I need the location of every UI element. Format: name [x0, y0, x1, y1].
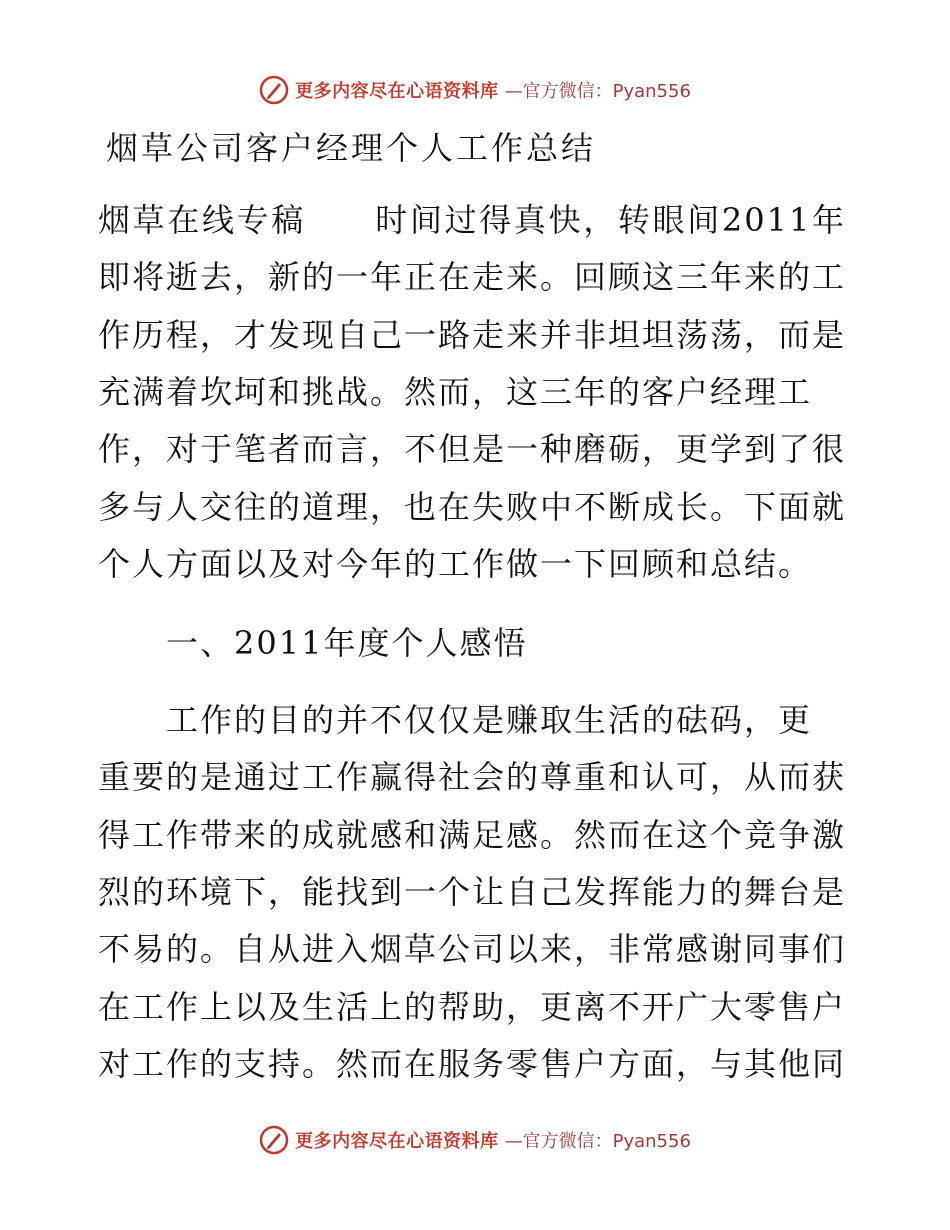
body-line: 对工作的支持。然而在服务零售户方面，与其他同 [98, 1045, 847, 1083]
body-line: 即将逝去，新的一年正在走来。回顾这三年来的工 [98, 258, 847, 296]
watermark-banner-top [0, 70, 950, 110]
body-line: 得工作带来的成就感和满足感。然而在这个竞争激 [98, 816, 847, 854]
watermark-promo-text: 更多内容尽在心语资料库 [295, 1131, 499, 1152]
quill-logo-icon [259, 75, 289, 105]
section-heading: 一、2011年度个人感悟 [98, 624, 528, 662]
body-line: 工作的目的并不仅仅是赚取生活的砝码，更 [98, 701, 813, 739]
watermark-promo-text: 更多内容尽在心语资料库 [295, 81, 499, 102]
body-line: 个人方面以及对今年的工作做一下回顾和总结。 [98, 545, 813, 583]
body-line: 多与人交往的道理，也在失败中不断成长。下面就 [98, 488, 847, 526]
body-line: 在工作上以及生活上的帮助，更离不开广大零售户 [98, 988, 847, 1026]
body-line: 作，对于笔者而言，不但是一种磨砺，更学到了很 [98, 430, 847, 468]
watermark-banner-bottom [0, 1120, 950, 1160]
document-title: 烟草公司客户经理个人工作总结 [106, 129, 597, 167]
quill-logo-icon [259, 1125, 289, 1155]
body-line: 不易的。自从进入烟草公司以来，非常感谢同事们 [98, 930, 847, 968]
body-line: 重要的是通过工作赢得社会的尊重和认可，从而获 [98, 758, 847, 796]
body-line: 充满着坎坷和挑战。然而，这三年的客户经理工 [98, 373, 813, 411]
body-line: 烈的环境下，能找到一个让自己发挥能力的舞台是 [98, 873, 847, 911]
body-line: 烟草在线专稿 时间过得真快，转眼间2011年 [98, 201, 846, 239]
watermark-official-text: —官方微信：Pyan556 [504, 81, 691, 102]
watermark-official-text: —官方微信：Pyan556 [504, 1131, 691, 1152]
body-line: 作历程，才发现自己一路走来并非坦坦荡荡，而是 [98, 316, 847, 354]
